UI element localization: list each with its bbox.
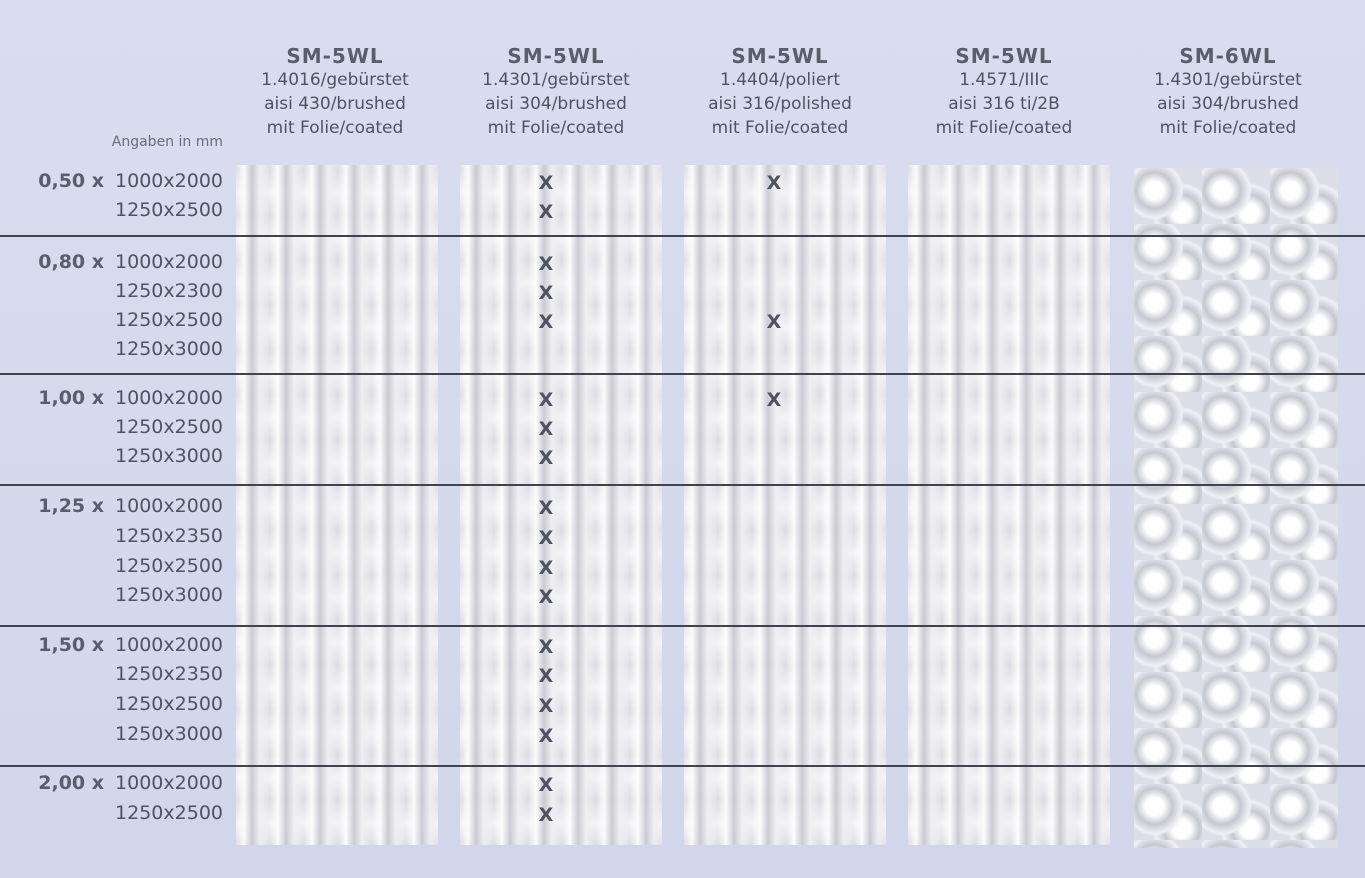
sheet-sample-image-5 [1134,168,1338,848]
size-label: 1000x2000 [115,495,223,517]
availability-mark: X [538,774,554,796]
column-title: SM-5WL [731,44,829,68]
column-aisi: aisi 304/brushed [485,94,627,114]
availability-mark: X [538,665,554,687]
sheet-sample-image-1 [236,165,438,845]
thickness-label: 1,25 x [38,495,104,517]
availability-mark: X [538,586,554,608]
availability-mark: X [538,527,554,549]
availability-mark: X [538,557,554,579]
size-label: 1000x2000 [115,772,223,794]
column-material: 1.4301/gebürstet [482,70,630,90]
availability-mark: X [538,418,554,440]
size-label: 1250x2300 [115,280,223,302]
column-title: SM-5WL [955,44,1053,68]
availability-mark: X [538,725,554,747]
availability-mark: X [766,389,782,411]
thickness-label: 0,50 x [38,170,104,192]
availability-mark: X [538,311,554,333]
size-label: 1250x2500 [115,802,223,824]
size-label: 1250x3000 [115,723,223,745]
size-label: 1250x2500 [115,555,223,577]
size-label: 1250x2500 [115,693,223,715]
column-header-1 [225,44,445,140]
size-label: 1250x2500 [115,309,223,331]
availability-mark: X [766,172,782,194]
column-material: 1.4404/poliert [720,70,840,90]
column-material: 1.4016/gebürstet [261,70,409,90]
size-label: 1000x2000 [115,170,223,192]
availability-mark: X [538,172,554,194]
thickness-label: 0,80 x [38,251,104,273]
size-label: 1250x3000 [115,584,223,606]
thickness-label: 1,50 x [38,634,104,656]
column-finish: mit Folie/coated [711,118,849,138]
availability-mark: X [538,447,554,469]
row-divider [0,484,1365,486]
size-label: 1250x2500 [115,416,223,438]
column-material: 1.4571/IIIc [959,70,1049,90]
column-header-5 [1118,44,1338,140]
thickness-label: 2,00 x [38,772,104,794]
size-label: 1250x2500 [115,199,223,221]
column-header-4 [894,44,1114,140]
row-divider [0,235,1365,237]
column-aisi: aisi 316/polished [708,94,852,114]
column-aisi: aisi 304/brushed [1157,94,1299,114]
size-label: 1250x3000 [115,338,223,360]
availability-mark: X [538,636,554,658]
availability-mark: X [538,389,554,411]
size-label: 1000x2000 [115,387,223,409]
row-divider [0,765,1365,767]
column-header-3 [670,44,890,140]
availability-mark: X [538,695,554,717]
column-title: SM-5WL [507,44,605,68]
thickness-label: 1,00 x [38,387,104,409]
size-label: 1250x2350 [115,525,223,547]
column-header-2 [446,44,666,140]
column-finish: mit Folie/coated [487,118,625,138]
size-label: 1000x2000 [115,634,223,656]
column-aisi: aisi 316 ti/2B [948,94,1060,114]
column-aisi: aisi 430/brushed [264,94,406,114]
availability-mark: X [538,804,554,826]
sheet-sample-image-4 [908,165,1110,845]
sheet-sample-image-3 [684,165,886,845]
row-divider [0,373,1365,375]
availability-mark: X [538,253,554,275]
availability-mark: X [538,497,554,519]
sheet-sample-image-2 [460,165,662,845]
column-finish: mit Folie/coated [1159,118,1297,138]
size-label: 1250x3000 [115,445,223,467]
column-material: 1.4301/gebürstet [1154,70,1302,90]
row-divider [0,625,1365,627]
column-finish: mit Folie/coated [266,118,404,138]
size-label: 1250x2350 [115,663,223,685]
availability-mark: X [538,282,554,304]
units-label: Angaben in mm [111,134,223,150]
availability-mark: X [766,311,782,333]
availability-mark: X [538,201,554,223]
column-finish: mit Folie/coated [935,118,1073,138]
column-title: SM-6WL [1179,44,1277,68]
column-title: SM-5WL [286,44,384,68]
size-label: 1000x2000 [115,251,223,273]
